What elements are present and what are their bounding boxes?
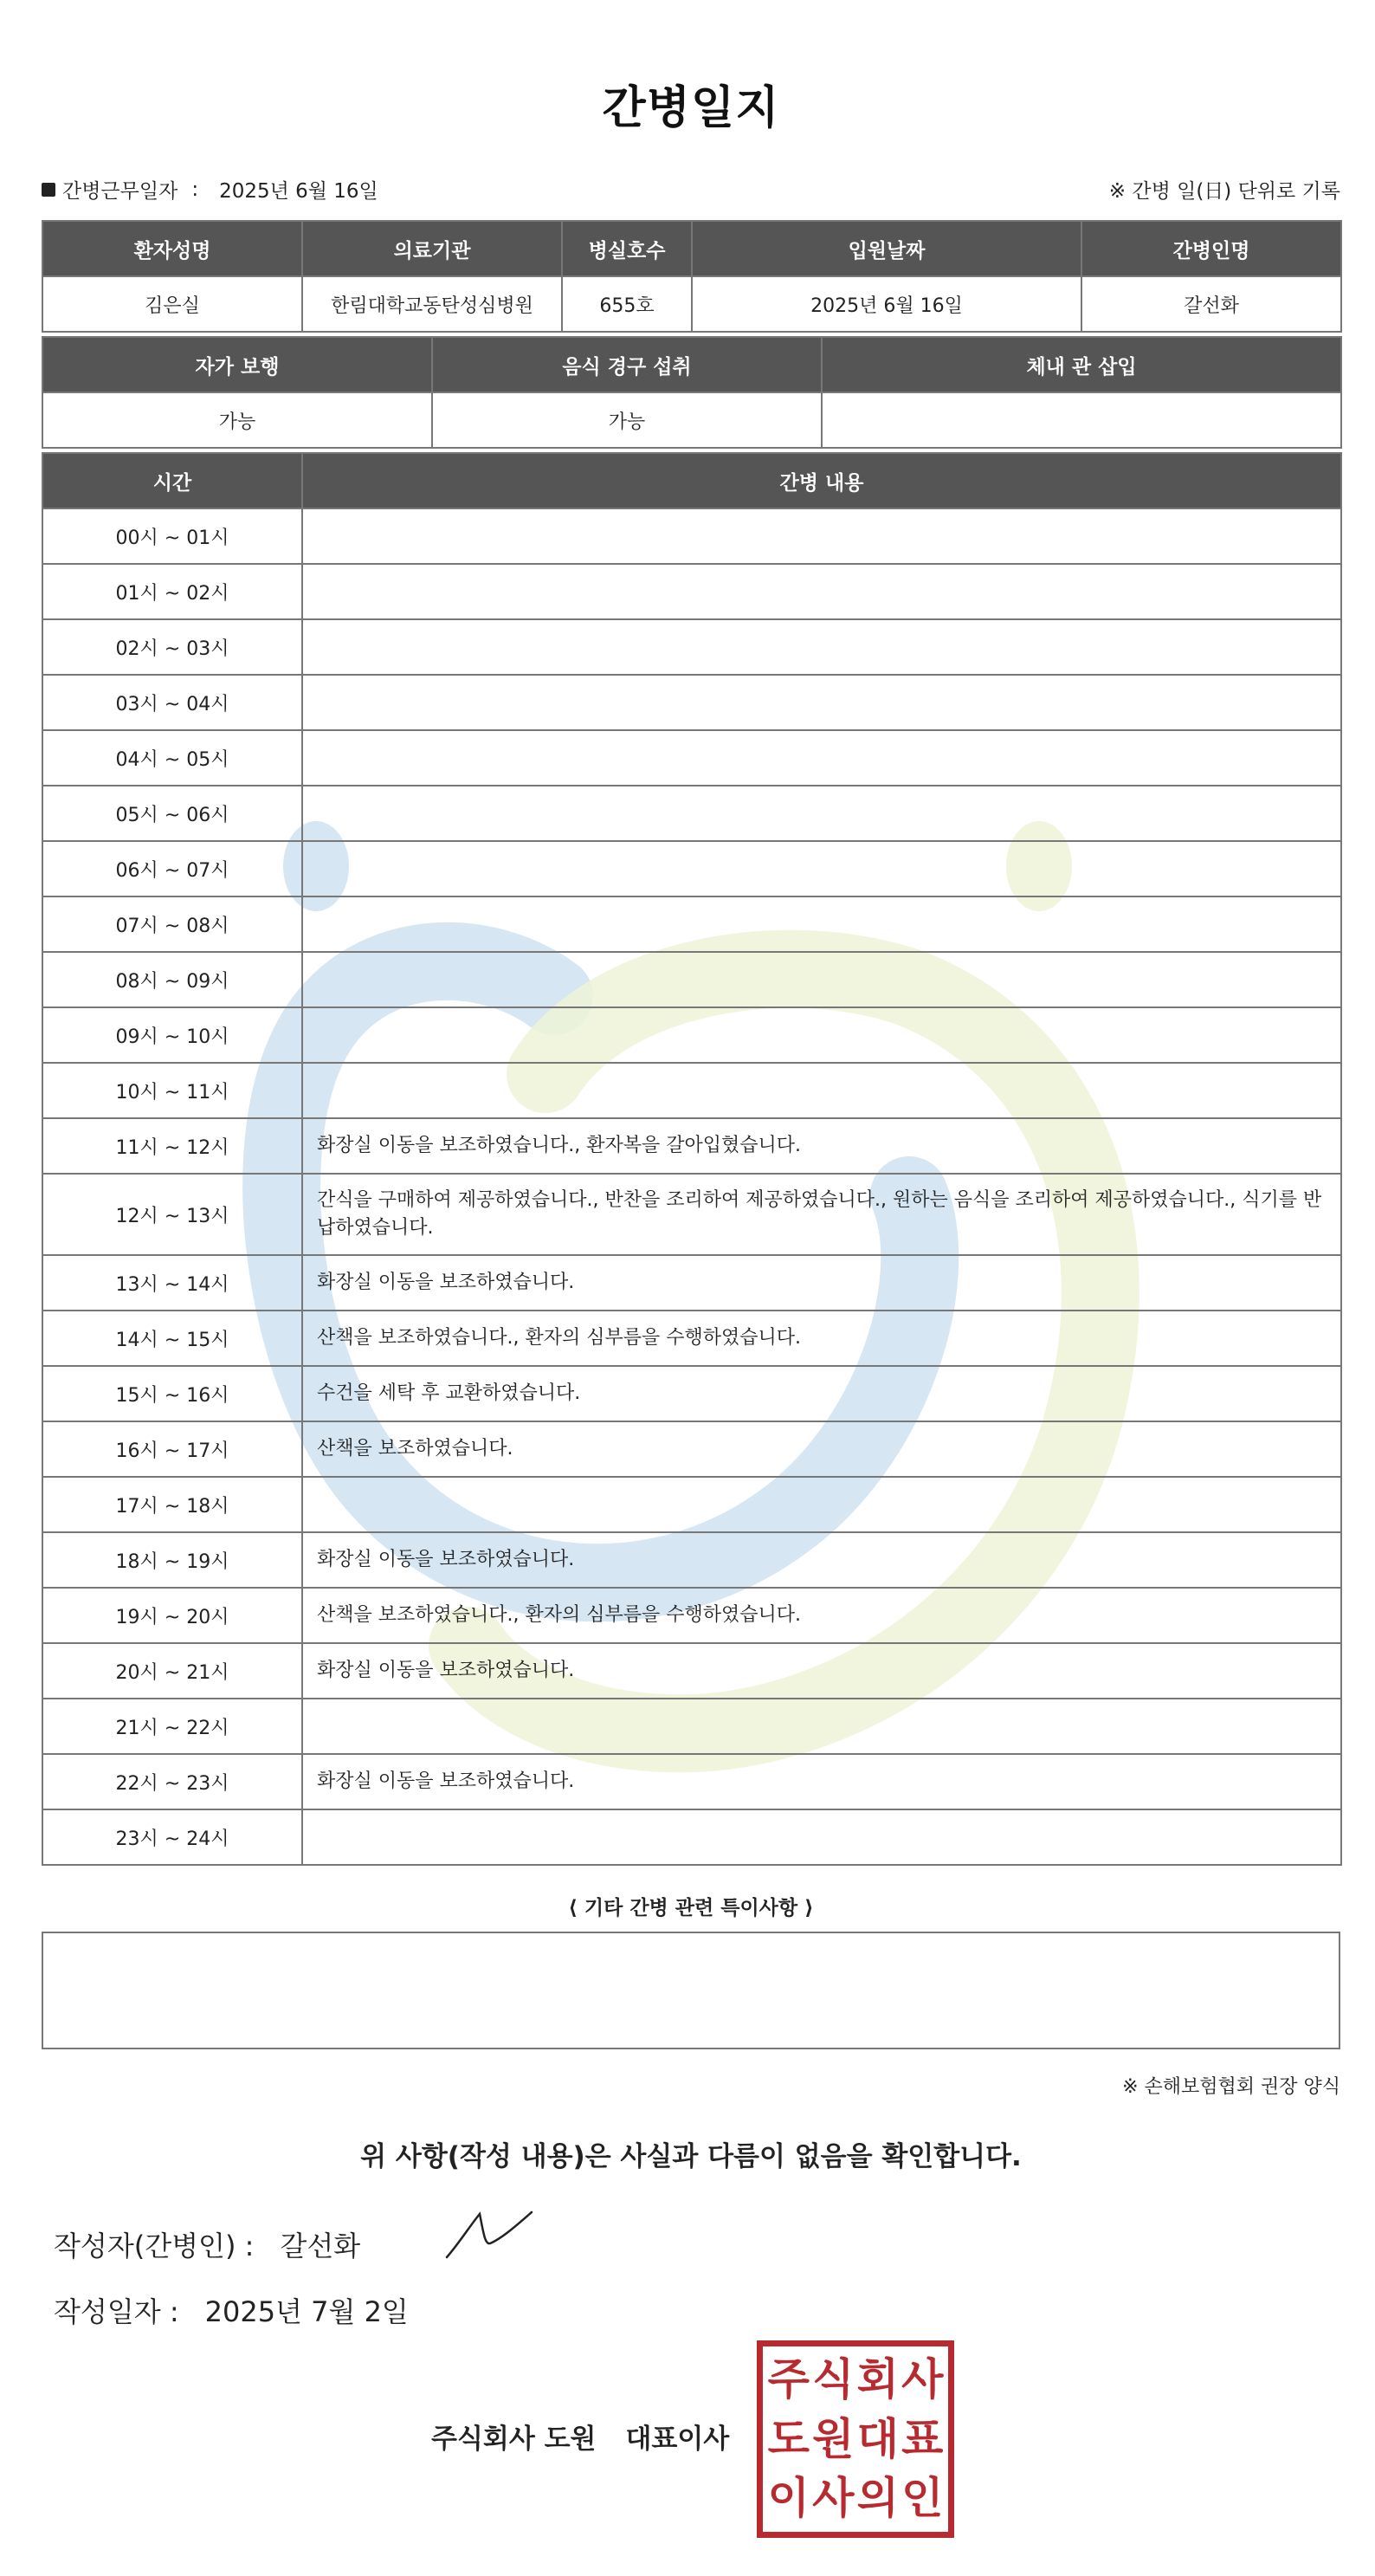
seal-character: 도: [767, 2413, 810, 2464]
writer-name: 갈선화: [280, 2230, 361, 2262]
time-slot: 06시 ~ 07시: [42, 841, 302, 896]
time-slot: 07시 ~ 08시: [42, 896, 302, 952]
care-note: [302, 508, 1341, 564]
time-slot: 03시 ~ 04시: [42, 675, 302, 730]
etc-notes-box: [42, 1932, 1340, 2049]
seal-character: 의: [856, 2473, 899, 2524]
care-note: 산책을 보조하였습니다., 환자의 심부름을 수행하였습니다.: [302, 1588, 1341, 1643]
care-note: 수건을 세탁 후 교환하였습니다.: [302, 1366, 1341, 1421]
etc-section-title: ⟨ 기타 간병 관련 특이사항 ⟩: [568, 1897, 814, 1919]
table-row: [42, 1588, 1341, 1643]
confirmation-statement: 위 사항(작성 내용)은 사실과 다름이 없음을 확인합니다.: [360, 2141, 1022, 2172]
table-row: [42, 786, 1341, 841]
writer-line: [54, 2224, 360, 2264]
time-slot: 12시 ~ 13시: [42, 1174, 302, 1255]
table-row: [42, 508, 1341, 564]
patient-name: 김은실: [42, 276, 302, 332]
time-slot: 18시 ~ 19시: [42, 1532, 302, 1588]
table-row: [42, 1366, 1341, 1421]
meta-row: [42, 175, 1340, 206]
time-slot: 10시 ~ 11시: [42, 1063, 302, 1118]
table-row: [42, 1118, 1341, 1174]
table-row: [42, 841, 1341, 896]
table-row: [42, 952, 1341, 1007]
header-admission-date: 입원날짜: [692, 221, 1081, 276]
table-row: [42, 619, 1341, 675]
seal-character: 식: [812, 2354, 855, 2404]
care-note: 화장실 이동을 보조하였습니다.: [302, 1255, 1341, 1311]
time-slot: 09시 ~ 10시: [42, 1007, 302, 1063]
work-date-colon: :: [191, 178, 199, 201]
patient-info-table: [42, 220, 1342, 333]
caregiver-name: 갈선화: [1081, 276, 1341, 332]
company-name: 주식회사 도원: [431, 2424, 597, 2455]
care-note: [302, 564, 1341, 619]
self-walking-value: 가능: [42, 392, 432, 448]
table-row: [42, 1809, 1341, 1865]
time-slot: 23시 ~ 24시: [42, 1809, 302, 1865]
seal-character: 인: [901, 2473, 944, 2524]
care-log-table: [42, 452, 1342, 1866]
time-slot: 20시 ~ 21시: [42, 1643, 302, 1699]
care-note: [302, 952, 1341, 1007]
written-date-value: 2025년 7월 2일: [204, 2295, 409, 2328]
seal-character: 이: [767, 2473, 810, 2524]
document-title: 간병일지: [602, 82, 780, 134]
time-slot: 00시 ~ 01시: [42, 508, 302, 564]
table-row: [42, 1311, 1341, 1366]
time-slot: 14시 ~ 15시: [42, 1311, 302, 1366]
seal-characters: [766, 2350, 945, 2528]
care-note: 화장실 이동을 보조하였습니다.: [302, 1532, 1341, 1588]
table-row: [42, 1477, 1341, 1532]
record-unit-note: ※ 간병 일(日) 단위로 기록: [1108, 180, 1340, 203]
time-slot: 01시 ~ 02시: [42, 564, 302, 619]
oral-intake-value: 가능: [432, 392, 822, 448]
header-caregiver-name: 간병인명: [1081, 221, 1341, 276]
care-note: [302, 675, 1341, 730]
hospital-name: 한림대학교동탄성심병원: [302, 276, 562, 332]
table-row: [42, 1007, 1341, 1063]
admission-date: 2025년 6월 16일: [692, 276, 1081, 332]
care-note: 화장실 이동을 보조하였습니다.: [302, 1643, 1341, 1699]
care-note: 산책을 보조하였습니다., 환자의 심부름을 수행하였습니다.: [302, 1311, 1341, 1366]
time-slot: 17시 ~ 18시: [42, 1477, 302, 1532]
company-seal-stamp: [757, 2340, 954, 2538]
work-date-value: 2025년 6월 16일: [219, 180, 378, 203]
time-slot: 11시 ~ 12시: [42, 1118, 302, 1174]
table-row: [42, 675, 1341, 730]
time-slot: 02시 ~ 03시: [42, 619, 302, 675]
written-date-label: 작성일자 :: [54, 2295, 179, 2328]
header-oral-intake: 음식 경구 섭취: [432, 337, 822, 392]
seal-character: 대: [856, 2413, 899, 2464]
care-note: [302, 1699, 1341, 1754]
time-slot: 21시 ~ 22시: [42, 1699, 302, 1754]
header-tube-insertion: 체내 관 삽입: [822, 337, 1341, 392]
care-note: 화장실 이동을 보조하였습니다.: [302, 1754, 1341, 1809]
patient-status-table: [42, 336, 1342, 449]
time-slot: 13시 ~ 14시: [42, 1255, 302, 1311]
writer-label: 작성자(간병인) :: [54, 2230, 255, 2262]
care-note: [302, 1063, 1341, 1118]
table-row: [42, 1643, 1341, 1699]
table-row: [42, 1754, 1341, 1809]
care-note: [302, 1809, 1341, 1865]
header-time: 시간: [42, 453, 302, 508]
seal-character: 사: [901, 2354, 944, 2404]
written-date-line: [54, 2290, 409, 2330]
care-note: 산책을 보조하였습니다.: [302, 1421, 1341, 1477]
care-note: [302, 786, 1341, 841]
care-note: [302, 896, 1341, 952]
table-row: [42, 1699, 1341, 1754]
header-self-walking: 자가 보행: [42, 337, 432, 392]
work-date-label: 간병근무일자: [62, 180, 178, 203]
time-slot: 08시 ~ 09시: [42, 952, 302, 1007]
table-row: [42, 564, 1341, 619]
seal-character: 원: [812, 2413, 855, 2464]
care-note: [302, 1477, 1341, 1532]
room-number: 655호: [562, 276, 692, 332]
tube-insertion-value: [822, 392, 1341, 448]
header-hospital: 의료기관: [302, 221, 562, 276]
care-note: 화장실 이동을 보조하였습니다., 환자복을 갈아입혔습니다.: [302, 1118, 1341, 1174]
time-slot: 19시 ~ 20시: [42, 1588, 302, 1643]
seal-character: 주: [767, 2354, 810, 2404]
table-row: [42, 1532, 1341, 1588]
time-slot: 05시 ~ 06시: [42, 786, 302, 841]
care-note: [302, 619, 1341, 675]
header-care-content: 간병 내용: [302, 453, 1341, 508]
table-row: [42, 1174, 1341, 1255]
time-slot: 22시 ~ 23시: [42, 1754, 302, 1809]
table-row: [42, 896, 1341, 952]
time-slot: 15시 ~ 16시: [42, 1366, 302, 1421]
seal-character: 회: [856, 2354, 899, 2404]
time-slot: 04시 ~ 05시: [42, 730, 302, 786]
table-row: [42, 730, 1341, 786]
company-representative: 대표이사: [625, 2424, 730, 2455]
care-note: 간식을 구매하여 제공하였습니다., 반찬을 조리하여 제공하였습니다., 원하는 음식을 조리하여 제공하였습니다., 식기를 반납하였습니다.: [302, 1174, 1341, 1255]
care-note: [302, 1007, 1341, 1063]
recommend-form-note: ※ 손해보험협회 권장 양식: [1122, 2076, 1340, 2098]
work-date-info: [42, 175, 378, 204]
signature-image: [442, 2205, 537, 2266]
seal-character: 표: [901, 2413, 944, 2464]
header-patient-name: 환자성명: [42, 221, 302, 276]
time-slot: 16시 ~ 17시: [42, 1421, 302, 1477]
care-note: [302, 730, 1341, 786]
table-row: [42, 1421, 1341, 1477]
seal-character: 사: [812, 2473, 855, 2524]
header-room-number: 병실호수: [562, 221, 692, 276]
care-note: [302, 841, 1341, 896]
bullet-square-icon: [42, 183, 55, 197]
company-line: [431, 2417, 729, 2456]
table-row: [42, 1063, 1341, 1118]
table-row: [42, 1255, 1341, 1311]
